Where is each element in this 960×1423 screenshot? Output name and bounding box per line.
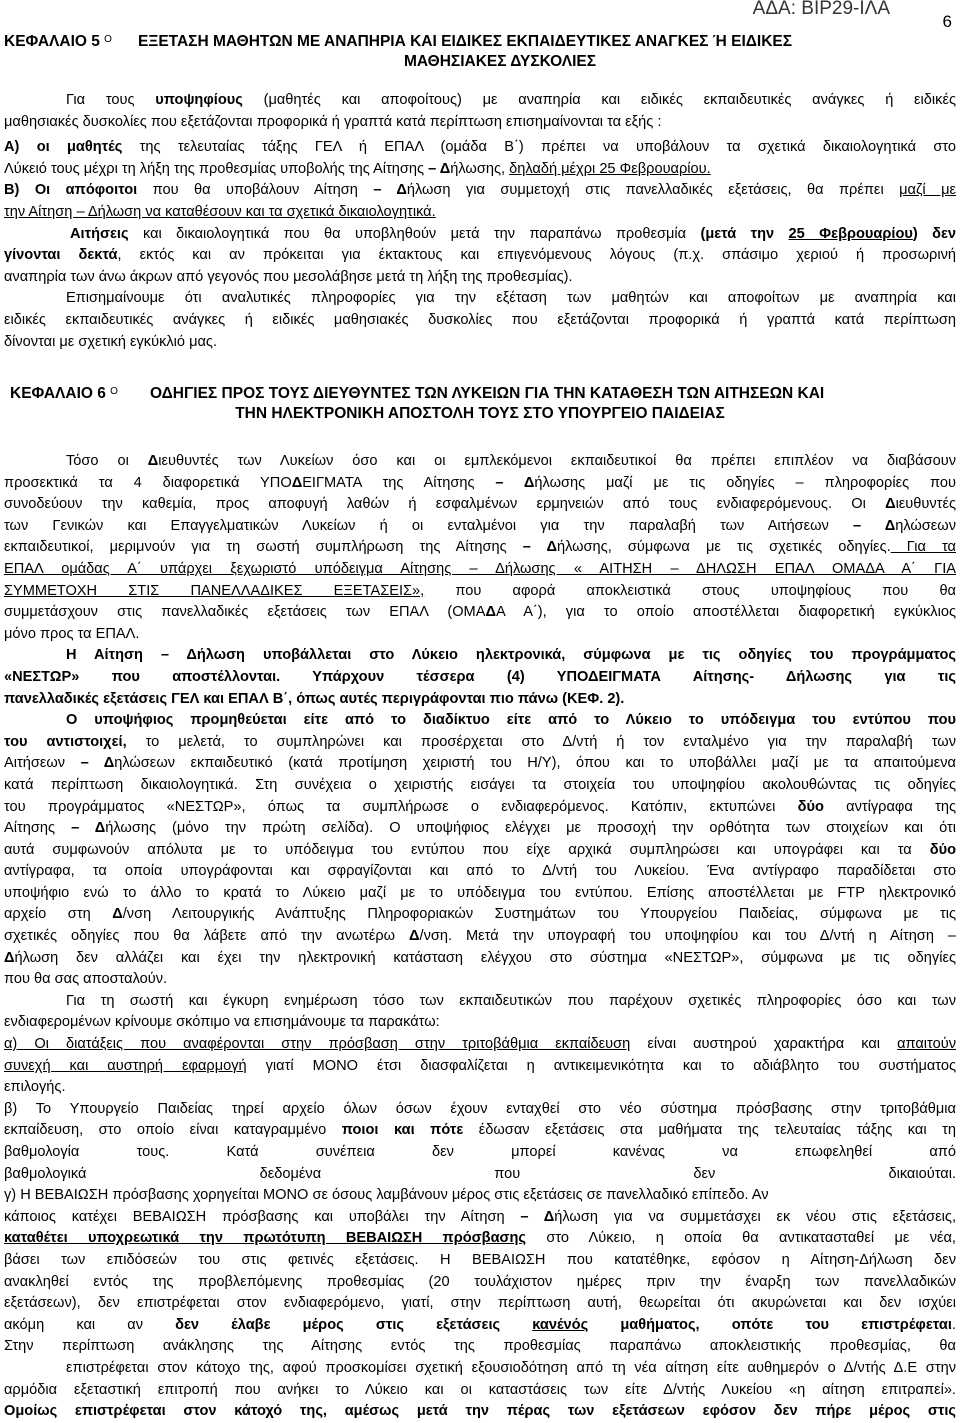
text-run: καταθέτει υποχρεωτικά την πρωτότυπη ΒΕΒΑΙΩΣΗ πρόσβασης xyxy=(4,1230,527,1247)
text-run: βάσει των επιδόσεών του στις φετινές εξετάσεις. Η ΒΕΒΑΙΩΣΗ που κατατέθηκε, εφόσον η Αίτηση-Δήλωση δεν xyxy=(4,1251,956,1268)
text-run: Α Α΄), για το οποίο αποστέλλεται διαφορετική εγκύκλιος xyxy=(495,604,956,621)
text-run: – Δ xyxy=(71,820,106,837)
chapter-5-heading xyxy=(4,32,956,74)
text-run: γ) Η ΒΕΒΑΙΩΣΗ πρόσβασης χορηγείται ΜΟΝΟ σε όσους λαμβάνουν μέρος στις εξετάσεις σε πανελλαδικό επίπεδο. Αν xyxy=(4,1187,769,1204)
text-line xyxy=(4,581,956,603)
text-line xyxy=(4,1185,956,1207)
text-run: (μετά την xyxy=(700,225,789,242)
text-run: κανένός xyxy=(532,1316,589,1333)
text-run: A) οι xyxy=(4,139,67,156)
text-run: του αντιστοιχεί, xyxy=(4,733,127,750)
text-line xyxy=(4,267,956,289)
text-run: προσεκτικά τα 4 διαφορετικά ΥΠΟ xyxy=(4,474,292,491)
text-run: Τόσο οι xyxy=(66,453,148,469)
text-line xyxy=(4,861,956,883)
text-run: ήλωσης, xyxy=(450,160,510,177)
text-run: Επισημαίνουμε ότι αναλυτικές πληροφορίες για την εξέταση των μαθητών και αποφοίτων με αναπηρία και xyxy=(66,290,956,307)
text-line xyxy=(4,537,956,559)
text-run: εκπαιδευτικοί, μεριμνούν για τη σωστή συμπλήρωση της Αίτησης xyxy=(4,539,523,556)
text-line xyxy=(4,1272,956,1294)
text-run: Κατά συνέπεια δεν xyxy=(169,1144,454,1160)
text-run: – Δ xyxy=(522,539,557,556)
text-run: μαθητές xyxy=(66,139,123,156)
text-run: των Γενικών και Επαγγελματικών Λυκείων ή οι ενταλμένοι για την παραλαβή των Αιτήσεων xyxy=(4,517,853,534)
text-line xyxy=(4,180,956,202)
text-line xyxy=(4,1012,956,1034)
text-line xyxy=(4,818,956,840)
text-run: – Δ xyxy=(373,182,407,199)
text-run: και δικαιολογητικά που θα υποβληθούν μετά την παραπάνω προθεσμία xyxy=(128,225,701,242)
text-line xyxy=(4,559,956,581)
chapter-6-label: ΚΕΦΑΛΑΙΟ 6 $^O$ xyxy=(10,385,118,402)
text-run: μαθήματος, οπότε του επιστρέφεται xyxy=(588,1316,952,1333)
text-run: Για τη σωστή και έγκυρη ενημέρωση τόσο των εκπαιδευτικών που παρέχουν σχετικές πληροφορίες όσο και των xyxy=(66,992,956,1009)
text-line xyxy=(4,602,956,624)
text-run: ιευθυντές των Λυκείων όσο και οι εμπλεκόμενοι εκπαιδευτικοί θα πρέπει επιπλέον να διαβάσουν xyxy=(158,453,956,469)
text-line xyxy=(4,1120,956,1142)
chapter-5-label: ΚΕΦΑΛΑΙΟ 5 $^O$ xyxy=(4,33,112,50)
text-line xyxy=(4,288,956,310)
chapter-5-title-line1: ΕΞΕΤΑΣΗ ΜΑΘΗΤΩΝ ΜΕ ΑΝΑΠΗΡΙΑ ΚΑΙ ΕΙΔΙΚΕΣ ΕΚΠΑΙΔΕΥΤΙΚΕΣ ΑΝΑΓΚΕΣ Ή ΕΙΔΙΚΕΣ xyxy=(138,33,793,50)
text-run: δύο xyxy=(929,841,956,858)
text-line xyxy=(4,1164,956,1186)
text-run: ειδικές εκπαιδευτικές ανάγκες ή ειδικές μαθησιακές δυσκολίες που εξετάζονται προφορικά ή γραπτά κατά περίπτωση xyxy=(4,311,956,328)
text-run: ηλώσεων εκπαιδευτικό (κατά προτίμηση χειριστή του Η/Υ), όπου και το υποβάλλει μαζί με τα απαιτούμενα xyxy=(114,755,956,772)
text-line xyxy=(4,224,956,246)
text-run: γίνονται δεκτά xyxy=(4,247,118,264)
text-line xyxy=(4,926,956,948)
text-run: ΕΙΓΜΑΤΑ της Αίτησης xyxy=(302,474,496,491)
text-run: πανελλαδικές εξετάσεις ΓΕΛ και ΕΠΑΛ Β΄, όπως αυτές περιγράφονται πιο πάνω (ΚΕΦ. 2). xyxy=(4,690,625,707)
text-run: – Δ xyxy=(852,517,896,534)
text-run: Για τα xyxy=(890,539,956,556)
text-run: Αίτησης xyxy=(4,820,72,837)
text-run: μαζί με xyxy=(899,182,956,199)
text-run: κάποιος κατέχει ΒΕΒΑΙΩΣΗ πρόσβασης και υποβάλει την Αίτηση xyxy=(4,1208,521,1225)
text-run: ανακληθεί εντός της προβλεπόμενης προθεσμίας (20 τουλάχιστον ημέρες πριν την έναρξη των πανελλαδικών xyxy=(4,1273,956,1290)
text-run: – Δ xyxy=(520,1208,555,1225)
text-run: μαθησιακές δυσκολίες που εξετάζονται προφορικά ή γραπτά κατά περίπτωση επισημαίνονται τα εξής : xyxy=(4,113,662,130)
text-run: Δ xyxy=(485,604,496,621)
text-run: μόνο προς τα ΕΠΑΛ. xyxy=(4,625,140,642)
text-run: αναπηρία των άνω άκρων από γεγονός που μεσολάβησε μετά τη λήξη της προθεσμίας). xyxy=(4,268,573,285)
text-line xyxy=(4,1358,956,1380)
text-run: Δ xyxy=(4,949,15,966)
page-number: 6 xyxy=(942,12,952,31)
text-run: Δ xyxy=(409,928,420,945)
text-run: – Δ xyxy=(80,755,115,772)
text-run: . xyxy=(951,1316,956,1333)
text-line xyxy=(4,1293,956,1315)
text-line xyxy=(4,732,956,754)
text-run: ήλωση για συμμετοχή στις πανελλαδικές εξετάσεις, θα πρέπει xyxy=(406,182,900,199)
text-run: (μαθητές και αποφοίτους) με αναπηρία και ειδικές εκπαιδευτικές ανάγκες ή ειδικές xyxy=(242,92,956,108)
text-line xyxy=(4,883,956,905)
text-line xyxy=(4,710,956,732)
text-line xyxy=(4,494,956,516)
text-run: συνοδεύουν την καθεμία, προς αποφυγή λαθών ή εσφαλμένων ερμηνειών από τους ενδιαφερόμενους. Οι xyxy=(4,496,886,513)
text-line xyxy=(4,112,956,134)
text-run: είναι αυστηρού χαρακτήρα και xyxy=(630,1036,898,1053)
text-line xyxy=(4,991,956,1013)
text-run: συνεχή και αυστηρή εφαρμογή xyxy=(4,1057,247,1074)
text-run: που θα σας αποσταλούν. xyxy=(4,971,168,988)
text-line xyxy=(4,1250,956,1272)
text-run: μπορεί xyxy=(453,1144,556,1160)
text-run: δύο xyxy=(797,798,824,815)
text-line xyxy=(4,667,956,689)
text-run: ήλωση για να συμμετάσχει εκ νέου στις εξετάσεις, xyxy=(554,1208,956,1225)
text-line xyxy=(4,1228,956,1250)
text-line xyxy=(4,90,956,112)
text-line xyxy=(4,775,956,797)
text-line xyxy=(4,624,956,646)
text-run: ήλωσης, σύμφωνα με τις σχετικές οδηγίες. xyxy=(556,539,891,556)
text-run: Δ xyxy=(147,453,159,469)
text-run: αρμόδια εξεταστική επιτροπή που ανήκει το Λύκειο και οι καταστάσεις των είτε Δ/ντής Λυκείου «η αίτηση επιτραπεί». xyxy=(4,1381,956,1398)
text-run: «ΝΕΣΤΩΡ» που αποστέλλονται. Υπάρχουν τέσσερα (4) ΥΠΟΔΕΙΓΜΑΤΑ Αίτησης- Δήλωσης για τις xyxy=(4,668,956,685)
text-run: αρχείο στη xyxy=(4,906,113,923)
text-run: δηλαδή μέχρι 25 Φεβρουαρίου. xyxy=(509,160,711,177)
text-line xyxy=(4,689,956,711)
text-line xyxy=(4,645,956,667)
chapter-5-title-line2: ΜΑΘΗΣΙΑΚΕΣ ΔΥΣΚΟΛΙΕΣ xyxy=(403,53,597,70)
text-run: ιευθυντές xyxy=(895,496,956,513)
text-run: Ο υποψήφιος προμηθεύεται είτε από το διαδίκτυο είτε από το Λύκειο το υπόδειγμα του εντύπου που xyxy=(66,712,956,729)
text-line xyxy=(4,1034,956,1056)
text-line xyxy=(4,1380,956,1402)
text-line xyxy=(4,969,956,991)
text-run: ) δεν xyxy=(912,225,957,242)
text-run: Η Αίτηση – Δήλωση υποβάλλεται στο Λύκειο ηλεκτρονικά, σύμφωνα με τις οδηγίες του προγράμματος xyxy=(66,647,956,664)
text-run: επωφεληθεί xyxy=(737,1144,873,1160)
text-line xyxy=(4,451,956,473)
text-run: /νση. Μετά την υπογραφή του υποψηφίου και του Δ/ντή η Αίτηση – xyxy=(419,928,957,945)
text-run: αντίγραφα της xyxy=(823,798,956,815)
text-line xyxy=(4,159,956,181)
text-run: ήλωσης (μόνο την πρώτη σελίδα). Ο υποψήφιος ελέγχει με προσοχή την ορθότητα των στοιχείων και ότι xyxy=(105,820,956,837)
text-run: που θα υποβάλουν Αίτηση xyxy=(137,182,374,199)
text-run: Δ xyxy=(112,906,123,923)
text-run: Για τους xyxy=(66,92,156,108)
text-run: κανένας xyxy=(555,1144,665,1160)
text-line xyxy=(4,797,956,819)
text-run: βαθμολογικά δεδομένα που δεν δικαιούται. xyxy=(4,1165,956,1182)
text-line xyxy=(4,1099,956,1121)
chapter-6-body xyxy=(4,451,956,1423)
ada-code: ΑΔΑ: ΒΙΡ29-ΙΛΑ xyxy=(752,0,890,19)
text-run: Ομοίως επιστρέφεται στον κάτοχό της, αμέσως μετά την πέρας των εξετάσεων εφόσον δεν πήρε μέρος στις xyxy=(4,1403,956,1420)
text-run: από xyxy=(872,1144,956,1160)
text-line xyxy=(4,1142,956,1164)
text-run: εξετάσεων), δεν επιστρέφεται στον ενδιαφερόμενο, γιατί, στην περίπτωση αυτή, θεωρείται ότι ακυρώνεται και δεν ισχύει xyxy=(4,1295,956,1312)
text-line xyxy=(4,310,956,332)
text-run: ποιοι και πότε xyxy=(341,1122,464,1139)
text-run: δεν έλαβε μέρος στις εξετάσεις xyxy=(175,1316,533,1333)
document-page xyxy=(4,0,957,1420)
text-run: α) Οι διατάξεις που αναφέρονται στην πρόσβαση στην τριτοβάθμια εκπαίδευση xyxy=(4,1036,631,1053)
text-run: – Δ xyxy=(428,160,451,177)
text-line xyxy=(4,1056,956,1078)
text-line xyxy=(4,948,956,970)
text-run: Λύκειό τους μέχρι τη λήξη της προθεσμίας υποβολής της Αίτησης xyxy=(4,160,429,177)
text-run: που αφορά αποκλειστικά στους υποψηφίους που θα xyxy=(424,582,956,599)
text-run: επιλογής. xyxy=(4,1079,66,1096)
text-run: ηλώσεων xyxy=(895,517,956,534)
text-run: το μελετά, το συμπληρώνει και προσέρχεται στο Δ/ντή ή τον ενταλμένο για την παραλαβή των xyxy=(126,733,956,750)
text-run: υποψηφίους xyxy=(155,92,243,108)
text-run: εκπαίδευση, στο οποίο είναι καταγραμμένο xyxy=(4,1122,342,1139)
text-line xyxy=(4,1336,956,1358)
text-run: στο Λύκειο, η οποία θα αντικατασταθεί με νέα, xyxy=(526,1230,956,1247)
text-line xyxy=(4,332,956,354)
chapter-6-title-line1: ΟΔΗΓΙΕΣ ΠΡΟΣ ΤΟΥΣ ΔΙΕΥΘΥΝΤΕΣ ΤΩΝ ΛΥΚΕΙΩΝ ΓΙΑ ΤΗΝ ΚΑΤΑΘΕΣΗ ΤΩΝ ΑΙΤΗΣΕΩΝ ΚΑΙ xyxy=(150,385,825,402)
text-run: ήλωση δεν αλλάζει και έχει την ηλεκτρονική κατάσταση ελέγχου στο σύστημα «ΝΕΣΤΩΡ», σύμφωνα με τις οδηγίες xyxy=(14,949,956,966)
chapter-6-title-line2: ΤΗΝ ΗΛΕΚΤΡΟΝΙΚΗ ΑΠΟΣΤΟΛΗ ΤΟΥΣ ΣΤΟ ΥΠΟΥΡΓΕΙΟ ΠΑΙΔΕΙΑΣ xyxy=(235,405,725,422)
text-line xyxy=(4,840,956,862)
text-run: βαθμολογία τους. xyxy=(4,1144,170,1160)
text-run: υποψήφιο ενώ το άλλο το κρατά το Λύκειο μαζί με το υπόδειγμα του εντύπου. Επίσης αποστέλλεται με FTP ηλεκτρονικό xyxy=(4,884,956,901)
text-run: να xyxy=(664,1144,738,1160)
text-line xyxy=(4,516,956,538)
text-run: Αιτήσεις xyxy=(70,225,129,242)
text-line xyxy=(4,1077,956,1099)
chapter-5-body xyxy=(4,90,956,353)
text-run: Δ xyxy=(291,474,303,491)
text-line xyxy=(4,753,956,775)
text-run: ΣΥΜΜΕΤΟΧΗ ΣΤΙΣ ΠΑΝΕΛΛΑΔΙΚΕΣ ΕΞΕΤΑΣΕΙΣ», xyxy=(4,582,425,599)
text-run: β) Το Υπουργείο Παιδείας τηρεί αρχείο όλων όσων έχουν ενταχθεί στο νέο σύστημα πρόσβασης στην τριτοβάθμια xyxy=(4,1100,956,1117)
text-run: – Δ xyxy=(495,474,535,491)
text-run: , εκτός και αν πρόκειται για έκτακτους και επιγενόμενους λόγους (π.χ. σπάσιμο χεριού ή προσωρινή xyxy=(117,247,957,264)
text-run: επιστρέφεται στον κάτοχο της, αφού προσκομίσει σχετική εξουσιοδότηση από τη νέα αίτηση είτε αυθημερόν ο Δ/ντής Δ.Ε στην xyxy=(66,1359,956,1376)
chapter-6-heading xyxy=(4,384,956,426)
text-line xyxy=(4,137,956,159)
text-run: Δ xyxy=(885,496,896,513)
text-run: σχετικές οδηγίες που θα λάβετε από την ανωτέρω xyxy=(4,928,410,945)
text-run: Αιτήσεων xyxy=(4,755,81,772)
text-run: Στην περίπτωση ανάκλησης της Αίτησης εντός της προθεσμίας παραπάνω αποκλειστικής προθεσμίας, θα xyxy=(4,1338,956,1355)
text-run: γιατί ΜΟΝΟ έτσι διασφαλίζεται η αντικειμενικότητα και το αδιάβλητο του συστήματος xyxy=(246,1057,956,1074)
text-line xyxy=(4,202,956,224)
text-run: /νση Λειτουργικής Ανάπτυξης Πληροφοριακών Συστημάτων του Υπουργείου Παιδείας, σύμφωνα με τις xyxy=(122,906,956,923)
text-run: αντίγραφα, τα οποία υπογράφονται και σφραγίζονται και από το Δ/ντή του Λυκείου. Ένα αντίγραφο παραδίδεται στο xyxy=(4,863,956,880)
text-run: 25 Φεβρουαρίου xyxy=(788,225,913,242)
text-run: δίνονται με σχετική εγκύκλιό μας. xyxy=(4,333,218,350)
text-line xyxy=(4,904,956,926)
text-line xyxy=(4,1315,956,1337)
text-line xyxy=(4,1207,956,1229)
text-run: αυτά συμφωνούν απόλυτα με το υπόδειγμα του εντύπου που είχε αρχικά συμπληρώσει και υπογράφει και τα xyxy=(4,841,930,858)
text-run: ακόμη και αν xyxy=(4,1316,176,1333)
text-run: ΕΠΑΛ ομάδας Α΄ υπάρχει ξεχωριστό υπόδειγμα Αίτησης – Δήλωσης « ΑΙΤΗΣΗ – ΔΗΛΩΣΗ ΕΠΑΛ ΟΜΑΔΑ Α΄ ΓΙΑ xyxy=(4,560,956,577)
text-line xyxy=(4,245,956,267)
text-run: την Αίτηση – Δήλωση να καταθέσουν και τα σχετικά δικαιολογητικά. xyxy=(4,203,436,220)
text-run: έδωσαν εξετάσεις στα μαθήματα της τελευταίας τάξης και τη xyxy=(463,1122,956,1139)
text-run: B) Οι xyxy=(4,182,66,199)
text-run: της τελευταίας τάξης ΓΕΛ ή ΕΠΑΛ (ομάδα Β΄) πρέπει να υποβάλουν τα σχετικά δικαιολογητικά στο xyxy=(122,139,957,156)
text-line xyxy=(4,473,956,495)
text-run: του προγράμματος «ΝΕΣΤΩΡ», όπως τα συμπλήρωσε ο ενδιαφερόμενος. Κατόπιν, εκτυπώνει xyxy=(4,798,798,815)
text-run: συμμετάσχουν στις πανελλαδικές εξετάσεις των ΕΠΑΛ (ΟΜΑ xyxy=(4,604,486,621)
text-line xyxy=(4,1401,956,1423)
text-run: απαιτούν xyxy=(897,1036,956,1053)
text-run: ήλωσης μαζί με τις οδηγίες – πληροφορίες που xyxy=(534,474,956,491)
text-run: κατά περίπτωση δικαιολογητικά. Στη συνέχεια ο χειριστής εισάγει τα στοιχεία του υποψηφίου ακολουθώντας τις οδηγίες xyxy=(4,776,956,793)
text-run: ενδιαφερομένων κρίνουμε σκόπιμο να επισημάνουμε τα παρακάτω: xyxy=(4,1014,440,1031)
text-run: απόφοιτοι xyxy=(65,182,138,199)
